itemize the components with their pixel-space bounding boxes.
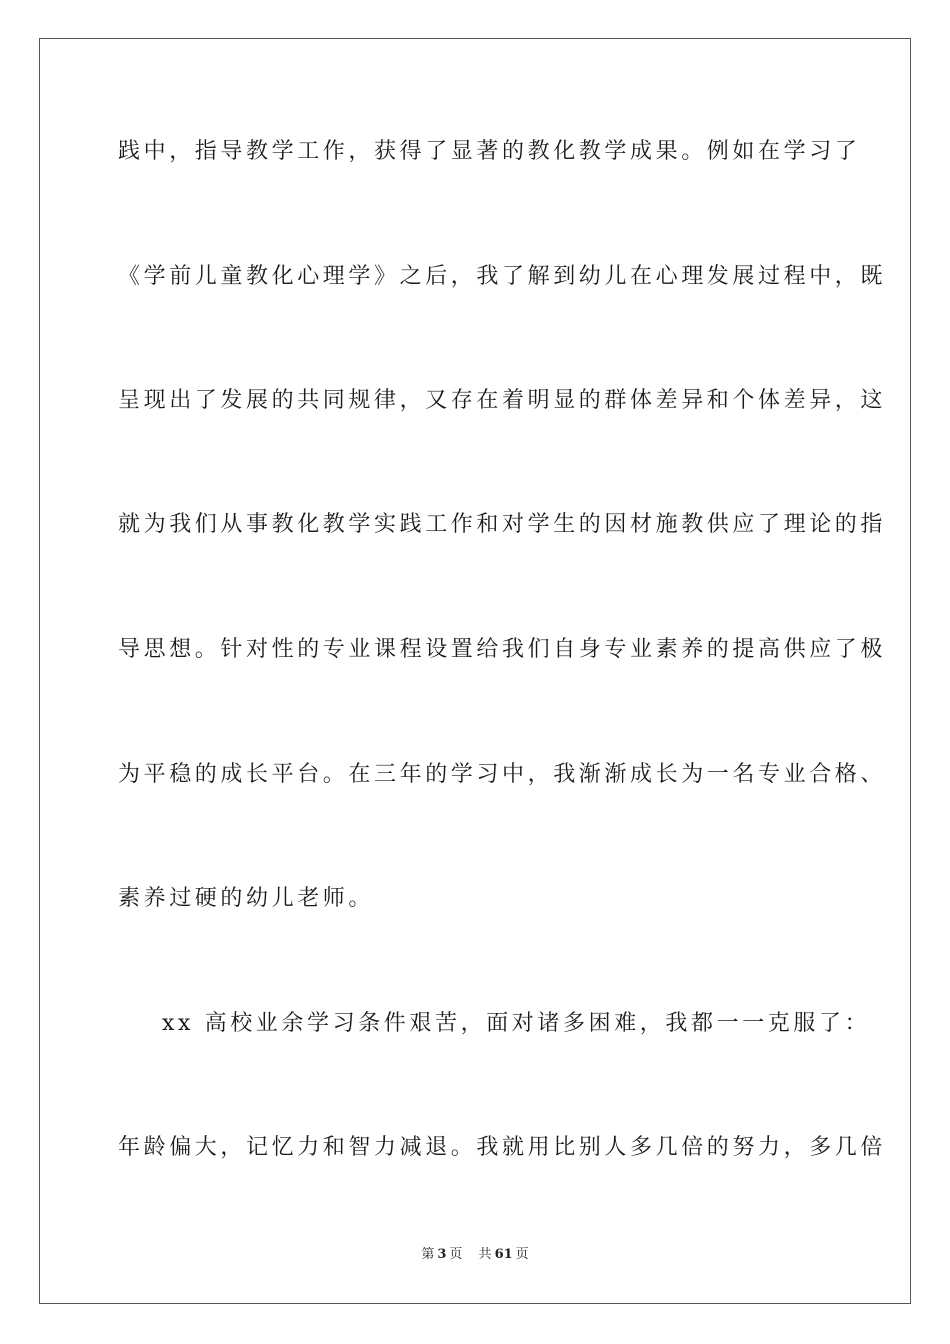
page-suffix: 页 <box>449 1247 463 1262</box>
body-text-line-7: 素养过硬的幼儿老师。 <box>118 886 375 911</box>
page-prefix: 第 <box>421 1247 435 1262</box>
total-pages-indicator <box>476 1247 532 1262</box>
body-text-line-8: xx 高校业余学习条件艰苦，面对诸多困难，我都一一克服了： <box>162 1011 871 1036</box>
total-suffix: 页 <box>515 1247 529 1262</box>
total-pages: 61 <box>494 1247 513 1262</box>
body-text-line-9: 年龄偏大，记忆力和智力减退。我就用比别人多几倍的努力，多几倍 <box>118 1135 887 1160</box>
page-border <box>39 38 911 1304</box>
page-indicator <box>418 1247 465 1262</box>
page-footer <box>0 1246 950 1264</box>
body-text-line-6: 为平稳的成长平台。在三年的学习中，我渐渐成长为一名专业合格、 <box>118 762 887 787</box>
total-prefix: 共 <box>478 1247 492 1262</box>
body-text-line-1: 践中，指导教学工作，获得了显著的教化教学成果。例如在学习了 <box>118 139 861 164</box>
body-text-line-4: 就为我们从事教化教学实践工作和对学生的因材施教供应了理论的指 <box>118 512 887 537</box>
body-text-line-3: 呈现出了发展的共同规律，又存在着明显的群体差异和个体差异，这 <box>118 388 887 413</box>
body-text-line-5: 导思想。针对性的专业课程设置给我们自身专业素养的提高供应了极 <box>118 637 887 662</box>
body-text-line-2: 《学前儿童教化心理学》之后，我了解到幼儿在心理发展过程中，既 <box>118 264 887 289</box>
page-number: 3 <box>437 1247 447 1262</box>
